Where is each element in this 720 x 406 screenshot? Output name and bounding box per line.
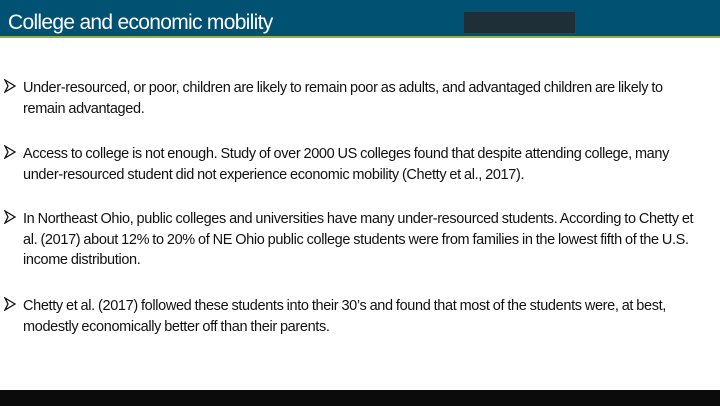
arrow-bullet-icon [4,297,16,311]
bottom-bar [0,390,720,406]
bullet-text: Under-resourced, or poor, children are likely to remain poor as adults, and advantaged children are likely to remain advantaged. [23,80,663,117]
slide-title: College and economic mobility [8,11,273,34]
arrow-bullet-icon [4,145,16,159]
arrow-bullet-icon [4,79,16,93]
bullet-text: Access to college is not enough. Study of over 2000 US colleges found that despite attending college, many under-resourced student did not experience economic mobility (Chetty et al., 2017). [23,146,670,183]
bullet-text: In Northeast Ohio, public colleges and universities have many under-resourced students. According to Chetty et al. (2017) about 12% to 20% of NE Ohio public college students were from families in the lowest fifth of the U.S. income distribution. [23,211,694,268]
bullet-text: Chetty et al. (2017) followed these students into their 30’s and found that most of the students were, at best, modestly economically better off than their parents. [23,298,666,335]
arrow-bullet-icon [4,210,16,224]
